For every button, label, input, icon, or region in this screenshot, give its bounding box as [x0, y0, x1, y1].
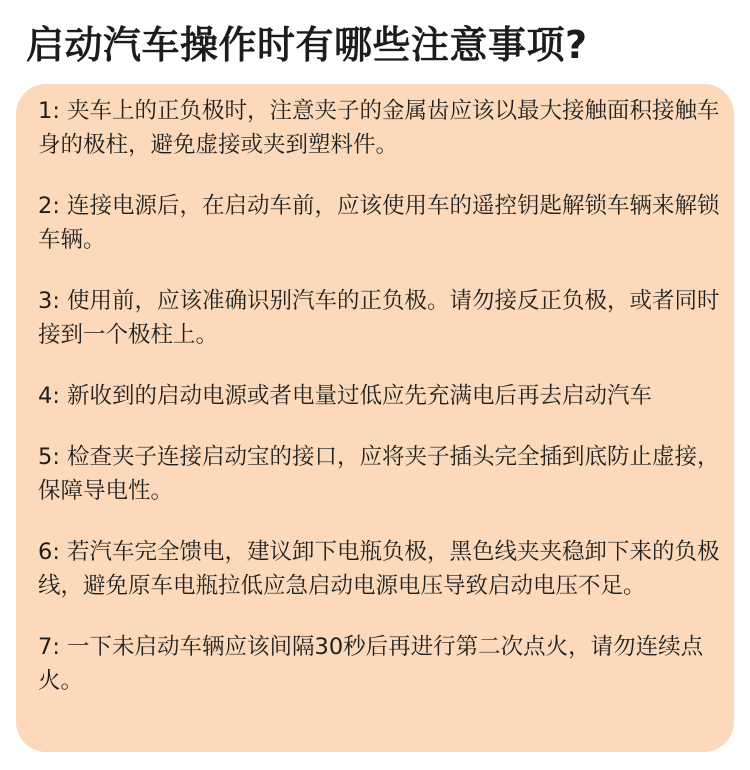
- note-item-4: 4: 新收到的启动电源或者电量过低应先充满电后再去启动汽车: [38, 383, 653, 409]
- notes-list: [38, 94, 728, 698]
- note-item-6: 6: 若汽车完全馈电，建议卸下电瓶负极，黑色线夹夹稳卸下来的负极线，避免原车电瓶拉低应急启动电源电压导致启动电压不足。: [38, 539, 720, 599]
- page-title: 启动汽车操作时有哪些注意事项?: [26, 23, 588, 67]
- note-item-1: 1: 夹车上的正负极时，注意夹子的金属齿应该以最大接触面积接触车身的极柱，避免虚接或夹到塑料件。: [38, 98, 720, 158]
- note-item-7: 7: 一下未启动车辆应该间隔30秒后再进行第二次点火，请勿连续点火。: [38, 634, 704, 694]
- notes-card: [16, 84, 734, 752]
- note-item-5: 5: 检查夹子连接启动宝的接口，应将夹子插头完全插到底防止虚接，保障导电性。: [38, 444, 720, 504]
- note-item-2: 2: 连接电源后，在启动车前，应该使用车的遥控钥匙解锁车辆来解锁车辆。: [38, 193, 720, 253]
- note-item-3: 3: 使用前，应该准确识别汽车的正负极。请勿接反正负极，或者同时接到一个极柱上。: [38, 288, 720, 348]
